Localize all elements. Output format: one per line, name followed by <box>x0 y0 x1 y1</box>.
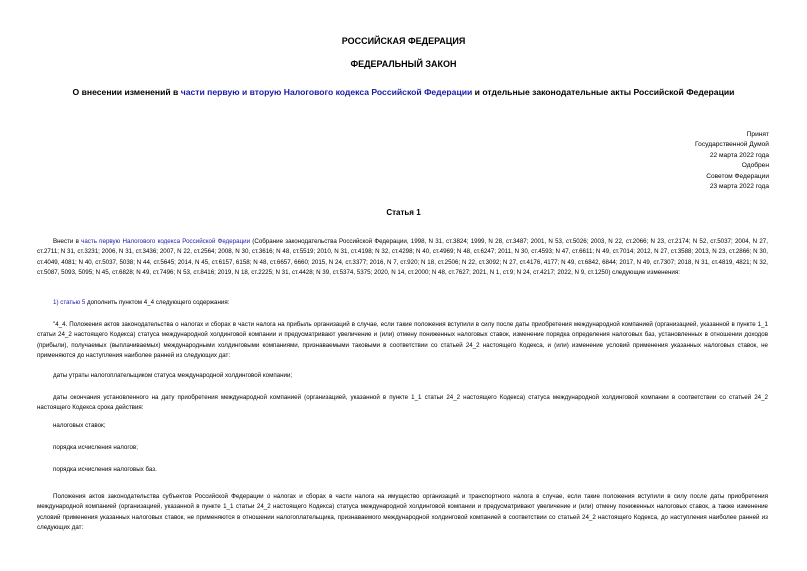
date-term-expiry: даты окончания установленного на дату приобретения международной компанией (организацией, указанной в пункте 1_1 статьи 24_2 настоящего Кодекса) статуса международной холдинговой компании в соответствии со статьей 24_2 настоящего Кодекса срока действия: <box>37 394 768 412</box>
adoption-line: Государственной Думой <box>695 141 769 149</box>
item-tax-calc-order: порядка исчисления налогов; <box>53 444 138 451</box>
tax-code-parts-link[interactable]: части первую и вторую Налогового кодекса Российской Федерации <box>180 87 473 97</box>
article-5-link[interactable]: статью 5 <box>60 299 86 306</box>
adoption-block <box>569 130 769 192</box>
item-tax-base-order: порядка исчисления налоговых баз. <box>53 466 157 473</box>
regional-tax-provisions: Положения актов законодательства субъектов Российской Федерации о налогах и сборах в части налога на имущество организаций и транспортного налога в случае, если такие положения вступили в силу после даты приобретения международной компанией (организацией, указанной в пункте 1_1 статьи 24_2 настоящего Кодекса) статуса международной холдинговой компании и предусматривают увеличение и (или) отмену пониженных налоговых ставок, а также изменение условий применения указанных налоговых ставок, не применяются в отношении налогоплательщика, признаваемого международной холдинговой компанией в соответствии со статьей 24_2 настоящего Кодекса, до наступления наиболее ранней из следующих дат: <box>37 493 768 532</box>
clause-4-4: "4_4. Положения актов законодательства о налогах и сборах в части налога на прибыль организаций в случае, если такие положения вступили в силу после даты приобретения международной компанией (организацией, указанной в пункте 1_1 статьи 24_2 настоящего Кодекса) статуса международной холдинговой компании и предусматривают увеличение и (или) отмену пониженных налоговых ставок, изменение порядка определения налоговых баз, установленных в отношении доходов (прибыли), получаемых (выплачиваемых) международными холдинговыми компаниями, признаваемыми таковыми в соответствии со статьей 24_2 настоящего Кодекса, и (или) изменение условий применения указанных налоговых ставок, не применяются до наступления наиболее ранней из следующих дат: <box>37 321 768 360</box>
federation-heading: РОССИЙСКАЯ ФЕДЕРАЦИЯ <box>341 36 466 46</box>
intro-citation: (Собрание законодательства Российской Федерации, 1998, N 31, ст.3824; 1999, N 28, ст.3487; 2001, N 53, ст.5026; 2003, N 22, ст.2066; N 23, ст.2174; N 52, ст.5037; 2004, N 27, ст.2711; N 31, ст.3231; 2006, N 31, ст.3436; 2007, N 22, ст.2564; 2008, N 30, ст.3616; N 48, ст.5519; 2010, N 31, ст.4198; N 32, ст.4298; N 40, ст.4969; N 48, ст.6247; 2011, N 30, ст.4593; N 47, ст.6611; N 49, ст.7014; 2012, N 27, ст.3588; 2013, N 23, ст.2866; N 30, ст.4049, 4081; N 40, ст.5037, 5038; N 44, ст.5645; 2014, N 45, ст.6157, 6158; N 48, ст.6657, 6660; 2015, N 24, ст.3377; 2016, N 7, ст.920; N 18, ст.2506; N 22, ст.3092; N 27, ст.4176, 4177; N 49, ст.6842, 6844; 2017, N 49, ст.7307; 2018, N 31, ст.4819, 4821; N 32, ст.5087, 5093, 5095; N 45, ст.6828; N 49, ст.7496; N 53, ст.8416; 2019, N 18, ст.2225; N 31, ст.4428; N 39, ст.5374, 5375; 2020, N 14, ст.2000; N 48, ст.7627; 2021, N 1, ст.9; N 24, ст.4217; 2022, N 9, ст.1250) следующие изменения: <box>37 238 768 277</box>
adoption-line: Одобрен <box>741 162 769 170</box>
item-1-number: 1) <box>53 299 61 306</box>
adoption-line: 22 марта 2022 года <box>709 151 769 159</box>
tax-code-part-one-link[interactable]: часть первую Налогового кодекса Российской Федерации <box>81 238 251 245</box>
article-intro <box>37 237 768 279</box>
item-tax-rates: налоговых ставок; <box>53 422 106 429</box>
law-title-prefix: О внесении изменений в <box>72 87 181 97</box>
law-title <box>0 87 807 97</box>
law-title-suffix: и отдельные законодательные акты Российской Федерации <box>472 87 735 97</box>
intro-prefix: Внести в <box>53 238 82 245</box>
item-1 <box>37 298 768 308</box>
date-status-loss: даты утраты налогоплательщиком статуса международной холдинговой компании; <box>53 372 293 379</box>
article-heading: Статья 1 <box>386 208 421 217</box>
item-1-text: дополнить пунктом 4_4 следующего содержания: <box>85 299 230 306</box>
adoption-line: Принят <box>746 131 769 138</box>
adoption-line: 23 марта 2022 года <box>709 183 769 191</box>
adoption-line: Советом Федерации <box>706 172 769 180</box>
law-type-heading: ФЕДЕРАЛЬНЫЙ ЗАКОН <box>350 59 457 69</box>
